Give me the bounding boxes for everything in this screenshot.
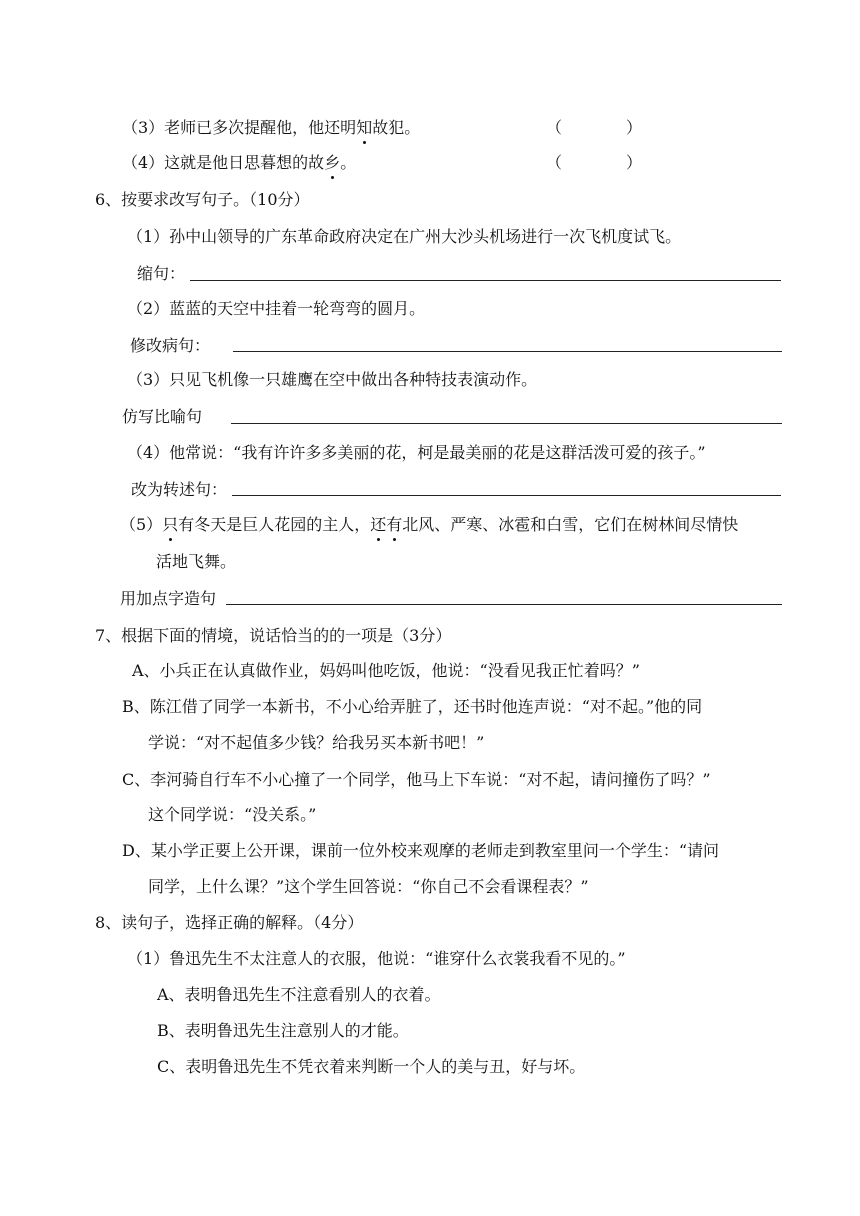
answer-paren-4[interactable]: （ ） [546,153,643,172]
answer-line-3[interactable] [231,423,782,424]
q6-sentence-5-cont: 活地飞舞。 [156,552,237,571]
q7-option-b-cont: 学说：“对不起值多少钱？给我另买本新书吧！” [148,733,485,752]
q7-option-a: A、小兵正在认真做作业，妈妈叫他吃饭，他说：“没看见我正忙着吗？” [132,661,640,680]
q6-title: 6、按要求改写句子。（10分） [95,190,310,209]
q5-item-4 [122,153,356,173]
q6-5-num: （5） [120,515,163,534]
dotted-char: 知 [356,118,373,137]
q8-option-b: B、表明鲁迅先生注意别人的才能。 [157,1021,409,1040]
q5-3-text: （3）老师已多次提醒他，他还明 [122,118,357,137]
q7-option-c-cont: 这个同学说：“没关系。” [148,805,317,824]
q6-sentence-3: （3）只见飞机像一只雄鹰在空中做出各种特技表演动作。 [127,370,538,389]
q8-title: 8、读句子，选择正确的解释。（4分） [95,913,364,932]
dotted-char: 有 [386,515,403,534]
dotted-char: 还 [370,515,387,534]
q6-sentence-1: （1）孙中山领导的广东革命政府决定在广州大沙头机场进行一次飞机度试飞。 [127,227,682,246]
q6-label-1: 缩句： [137,264,186,283]
q8-option-c: C、表明鲁迅先生不凭衣着来判断一个人的美与丑，好与坏。 [157,1057,586,1076]
answer-line-2[interactable] [233,351,782,352]
q5-3-text-end: 故犯。 [372,118,421,137]
q7-option-c: C、李河骑自行车不小心撞了一个同学，他马上下车说：“对不起，请问撞伤了吗？” [122,770,711,789]
answer-paren-3[interactable]: （ ） [546,118,643,137]
q6-label-4: 改为转述句： [131,480,228,499]
q6-5-text-end: 北风、严寒、冰雹和白雪，它们在树林间尽情快 [402,515,739,534]
answer-line-5[interactable] [226,604,782,605]
q5-4-text: （4）这就是他日思暮想的故 [122,153,325,172]
dotted-char: 乡 [324,153,341,172]
q7-option-b: B、陈江借了同学一本新书，不小心给弄脏了，还书时他连声说：“对不起。”他的同 [122,697,703,716]
q6-label-5: 用加点字造句 [120,589,217,608]
q6-label-3: 仿写比喻句 [122,407,203,426]
q5-item-3 [122,118,420,138]
q6-5-text: 有冬天是巨人花园的主人， [178,515,371,534]
q6-sentence-4: （4）他常说：“我有许许多多美丽的花，柯是最美丽的花是这群活泼可爱的孩子。” [127,443,706,462]
q7-option-d-cont: 同学，上什么课？”这个学生回答说：“你自己不会看课程表？” [148,877,589,896]
answer-line-1[interactable] [190,280,781,281]
q6-label-2: 修改病句： [130,336,211,355]
q6-sentence-2: （2）蓝蓝的天空中挂着一轮弯弯的圆月。 [127,299,426,318]
q5-4-text-end: 。 [340,153,357,172]
q8-sentence-1: （1）鲁迅先生不太注意人的衣服，他说：“谁穿什么衣裳我看不见的。” [127,949,626,968]
q7-title: 7、根据下面的情境，说话恰当的的一项是（3分） [95,626,452,645]
q6-sentence-5 [120,515,738,535]
dotted-char: 只 [162,515,179,534]
q8-option-a: A、表明鲁迅先生不注意看别人的衣着。 [157,985,441,1004]
q7-option-d: D、某小学正要上公开课，课前一位外校来观摩的老师走到教室里问一个学生：“请问 [122,841,720,860]
answer-line-4[interactable] [232,495,781,496]
